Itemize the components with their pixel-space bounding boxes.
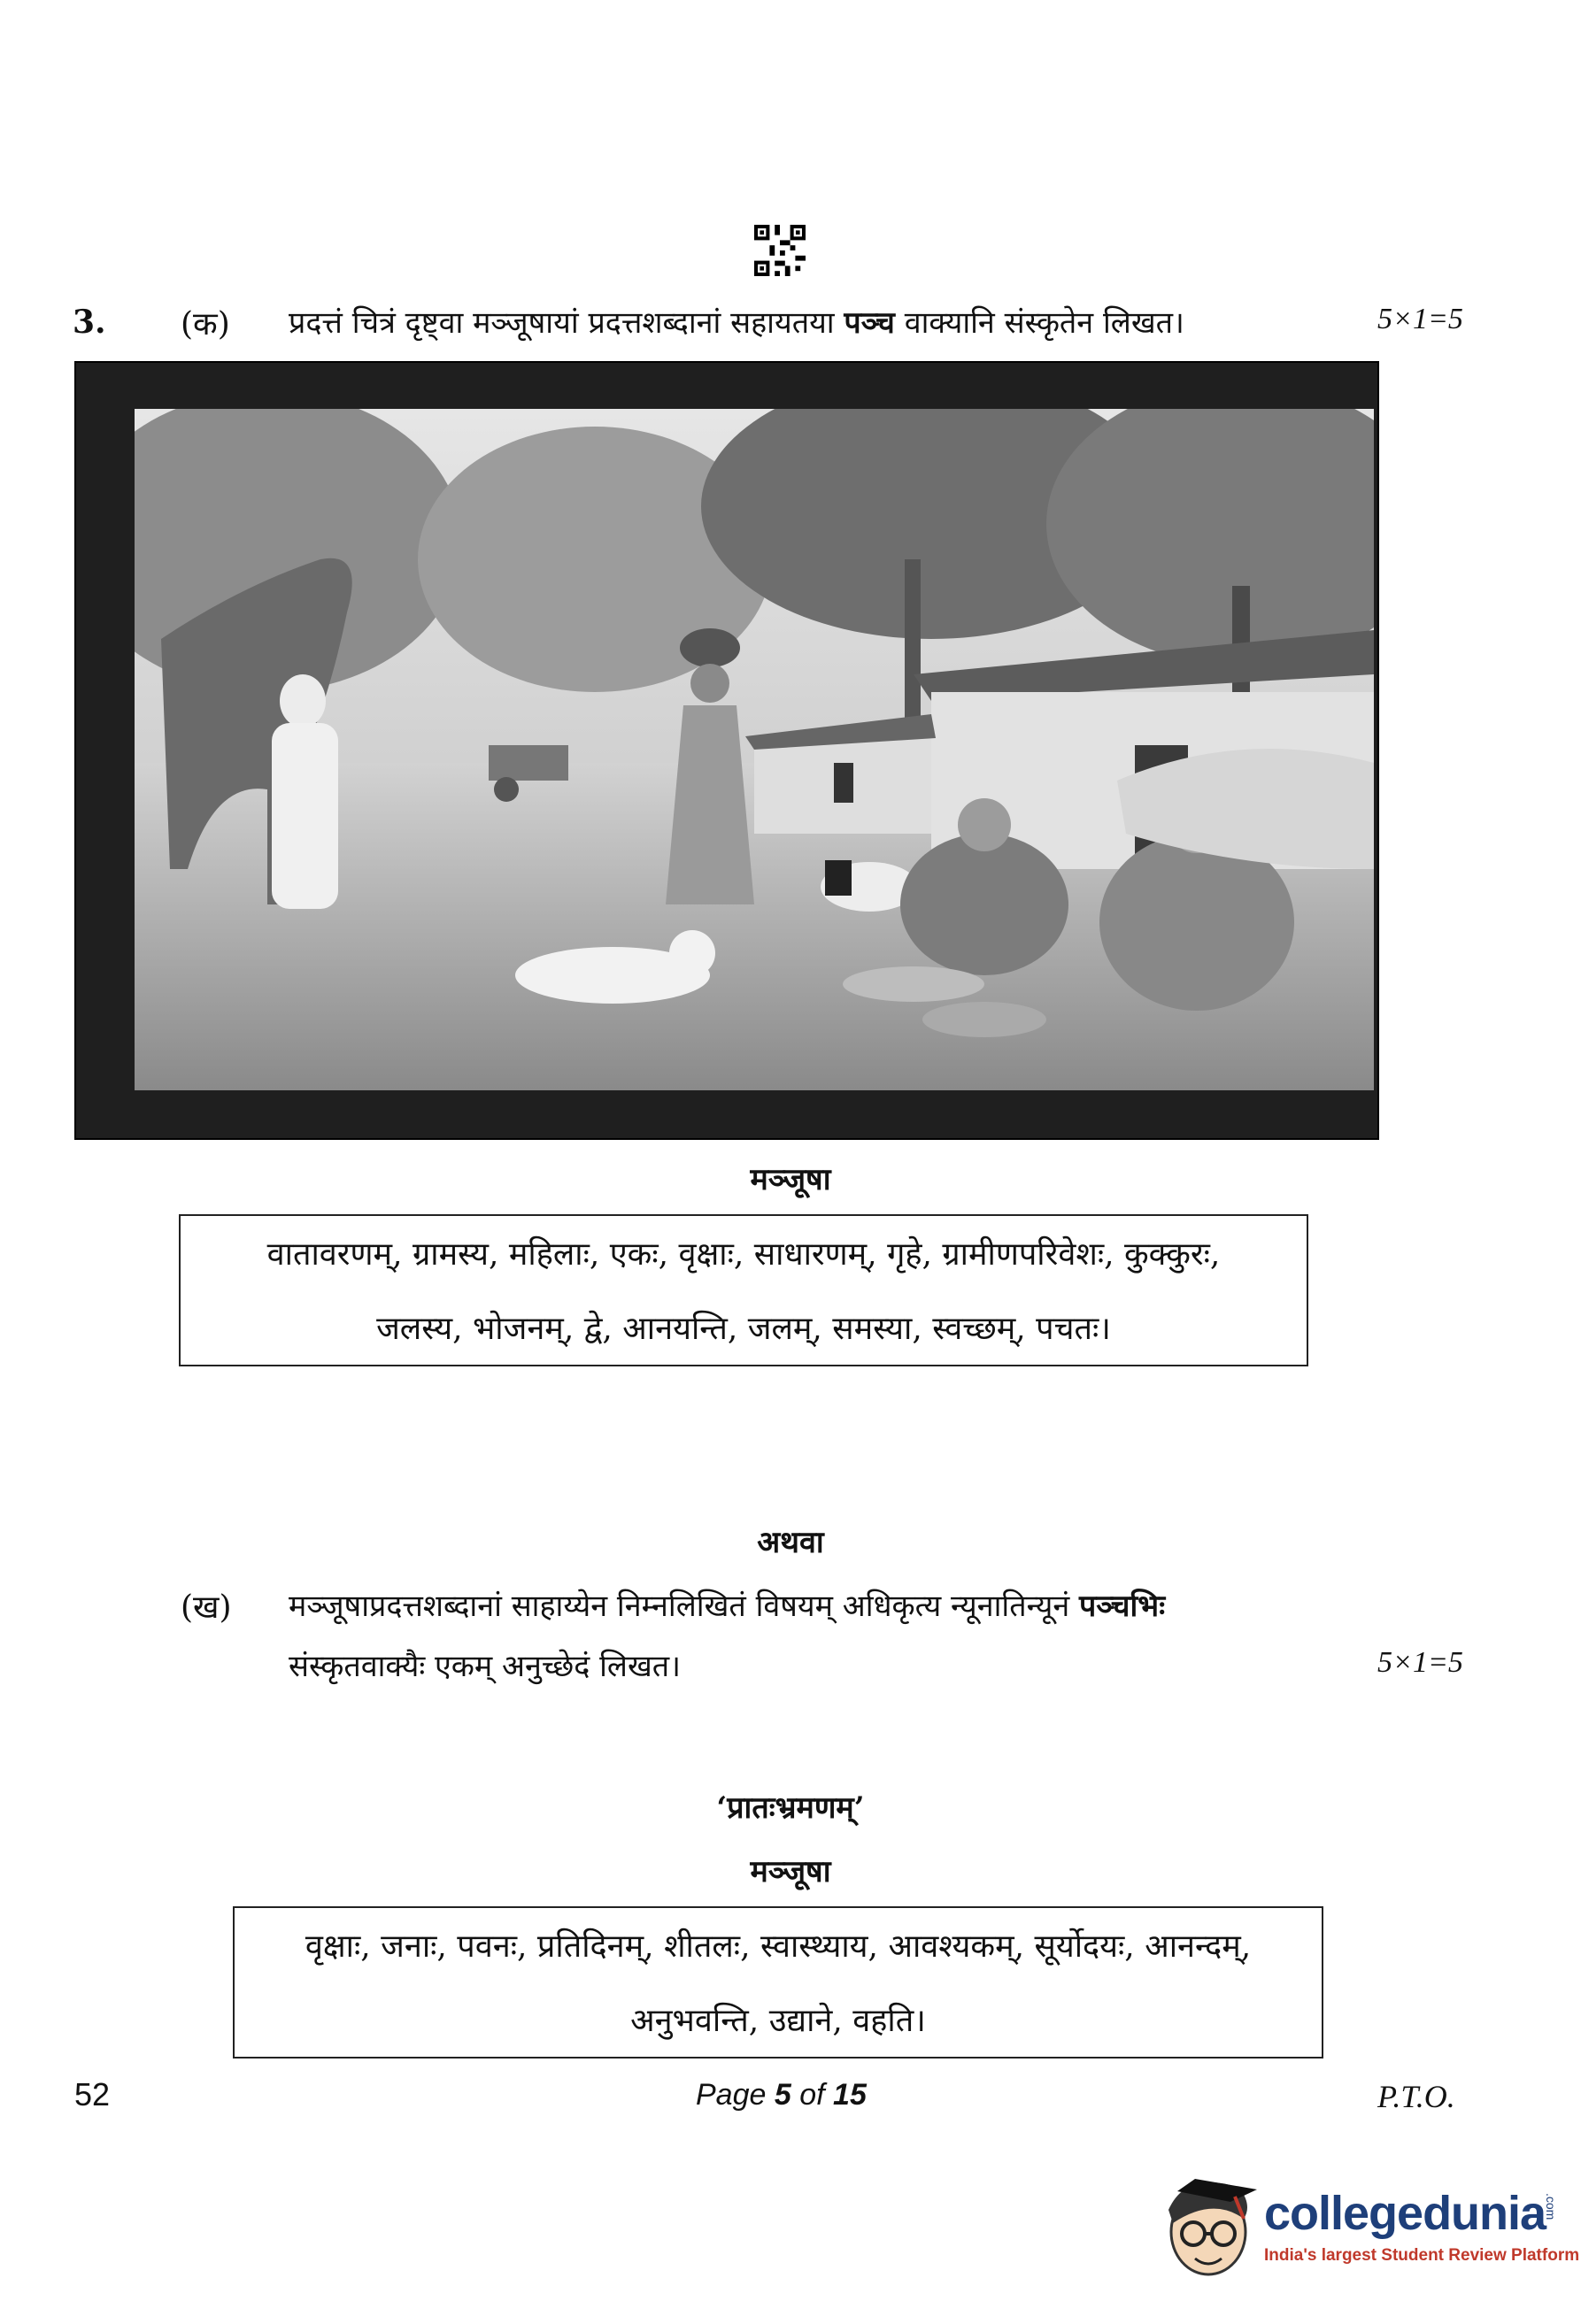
part-b-word-box <box>233 1906 1323 2059</box>
watermark-brand: collegedunia <box>1264 2187 1546 2240</box>
village-scene-photo <box>74 361 1379 1140</box>
part-a-word-box <box>179 1214 1308 1366</box>
page-number: Page 5 of 15 <box>696 2078 867 2112</box>
part-a-word-line-2: जलस्य, भोजनम्, द्वे, आनयन्ति, जलम्, समस्या, स्वच्छम्, पचतः। <box>376 1311 1111 1347</box>
qr-code-icon <box>754 225 806 276</box>
pto-label: P.T.O. <box>1377 2079 1455 2114</box>
collegedunia-mascot-logo <box>1160 2170 1257 2285</box>
village-scene-illustration <box>135 409 1374 1090</box>
part-a-instruction: प्रदत्तं चित्रं दृष्ट्वा मञ्जूषायां प्रदत्तशब्दानां सहायतया पञ्च वाक्यानि संस्कृतेन लिखत। <box>289 305 1184 341</box>
part-b-label: (ख) <box>181 1589 232 1626</box>
part-b-instruction-line-1: मञ्जूषाप्रदत्तशब्दानां साहाय्येन निम्नलिखितं विषयम् अधिकृत्य न्यूनातिन्यूनं पञ्चभिः <box>289 1589 1166 1624</box>
part-a-box-title: मञ्जूषा <box>750 1162 831 1197</box>
part-b-instruction-line-2: संस्कृतवाक्यैः एकम् अनुच्छेदं लिखत। <box>289 1649 682 1684</box>
part-a-marks: 5×1=5 <box>1377 303 1463 335</box>
part-a-word-line-1: वातावरणम्, ग्रामस्य, महिलाः, एकः, वृक्षाः, साधारणम्, गृहे, ग्रामीणपरिवेशः, कुक्कुरः, <box>266 1236 1221 1273</box>
part-a-label: (क) <box>181 306 230 342</box>
part-b-word-line-1: वृक्षाः, जनाः, पवनः, प्रतिदिनम्, शीतलः, स्वास्थ्याय, आवश्यकम्, सूर्योदयः, आनन्दम्, <box>305 1928 1252 1965</box>
watermark-tagline: India's largest Student Review Platform <box>1264 2246 1580 2265</box>
part-b-box-title: मञ्जूषा <box>750 1854 831 1889</box>
question-number: 3. <box>73 304 106 341</box>
or-separator: अथवा <box>757 1525 824 1560</box>
paper-code: 52 <box>74 2076 111 2112</box>
part-b-topic: ‘प्रातःभ्रमणम्’ <box>716 1790 865 1826</box>
part-b-marks: 5×1=5 <box>1377 1646 1463 1679</box>
watermark-suffix: .com <box>1544 2193 1558 2220</box>
part-b-word-line-2: अनुभवन्ति, उद्याने, वहति। <box>630 2003 926 2039</box>
